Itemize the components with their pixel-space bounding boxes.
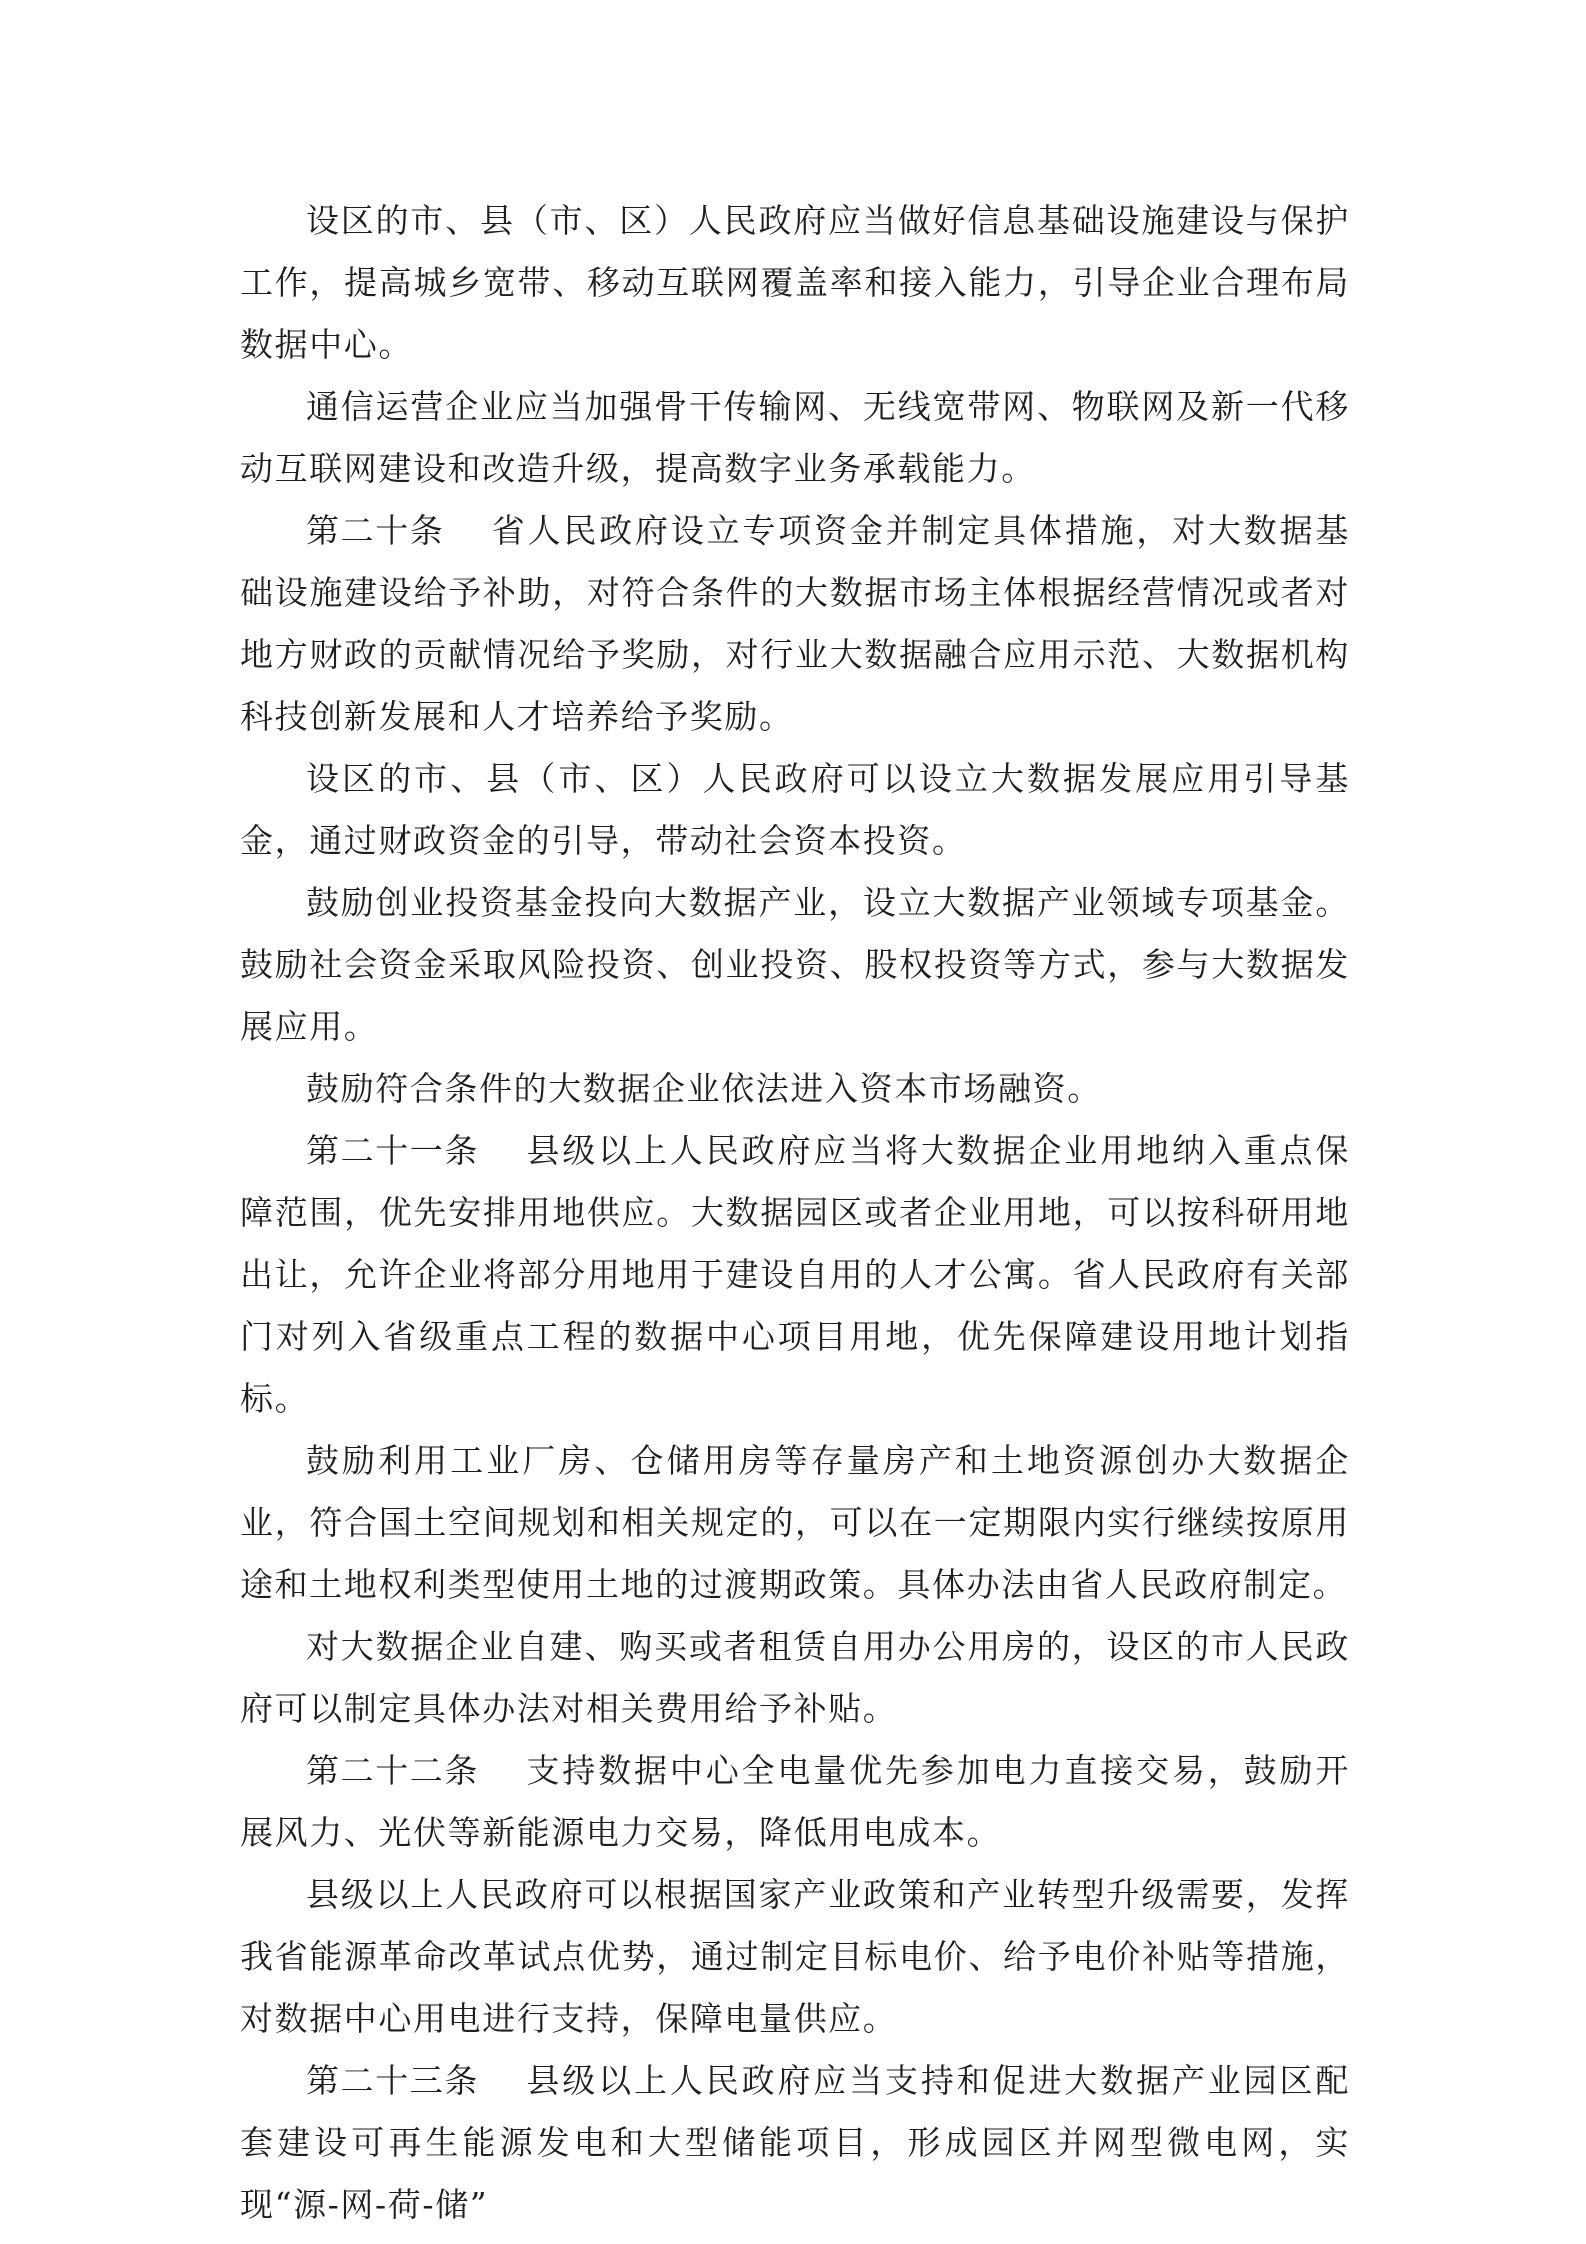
paragraph bbox=[240, 872, 1350, 1058]
article-number: 第二十三条 bbox=[306, 2061, 479, 2100]
paragraph-text: 设区的市、县（市、区）人民政府应当做好信息基础设施建设与保护工作，提高城乡宽带、移动互联网覆盖率和接入能力，引导企业合理布局数据中心。 bbox=[240, 201, 1350, 364]
paragraph bbox=[240, 1864, 1350, 2050]
paragraph-text: 县级以上人民政府应当将大数据企业用地纳入重点保障范围，优先安排用地供应。大数据园区或者企业用地，可以按科研用地出让，允许企业将部分用地用于建设自用的人才公寓。省人民政府有关部门对列入省级重点工程的数据中心项目用地，优先保障建设用地计划指标。 bbox=[240, 1131, 1350, 1418]
paragraph-text: 县级以上人民政府可以根据国家产业政策和产业转型升级需要，发挥我省能源革命改革试点优势，通过制定目标电价、给予电价补贴等措施，对数据中心用电进行支持，保障电量供应。 bbox=[240, 1875, 1350, 2038]
article-number: 第二十一条 bbox=[306, 1131, 479, 1170]
paragraph bbox=[240, 376, 1350, 500]
paragraph-text: 省人民政府设立专项资金并制定具体措施，对大数据基础设施建设给予补助，对符合条件的大数据市场主体根据经营情况或者对地方财政的贡献情况给予奖励，对行业大数据融合应用示范、大数据机构科技创新发展和人才培养给予奖励。 bbox=[240, 511, 1350, 736]
paragraph-text: 支持数据中心全电量优先参加电力直接交易，鼓励开展风力、光伏等新能源电力交易，降低用电成本。 bbox=[240, 1751, 1350, 1852]
document-body bbox=[240, 190, 1350, 2236]
paragraph-text: 鼓励符合条件的大数据企业依法进入资本市场融资。 bbox=[306, 1069, 1102, 1108]
paragraph-text: 设区的市、县（市、区）人民政府可以设立大数据发展应用引导基金，通过财政资金的引导，带动社会资本投资。 bbox=[240, 759, 1350, 860]
article-number: 第二十条 bbox=[306, 511, 445, 550]
paragraph bbox=[240, 500, 1350, 748]
paragraph-text: 通信运营企业应当加强骨干传输网、无线宽带网、物联网及新一代移动互联网建设和改造升级，提高数字业务承载能力。 bbox=[240, 387, 1350, 488]
paragraph-text: 鼓励创业投资基金投向大数据产业，设立大数据产业领域专项基金。鼓励社会资金采取风险投资、创业投资、股权投资等方式，参与大数据发展应用。 bbox=[240, 883, 1350, 1046]
paragraph-text: 鼓励利用工业厂房、仓储用房等存量房产和土地资源创办大数据企业，符合国土空间规划和相关规定的，可以在一定期限内实行继续按原用途和土地权利类型使用土地的过渡期政策。具体办法由省人民政府制定。 bbox=[240, 1441, 1350, 1604]
paragraph bbox=[240, 1120, 1350, 1430]
paragraph bbox=[240, 1740, 1350, 1864]
paragraph bbox=[240, 1616, 1350, 1740]
paragraph-text: 县级以上人民政府应当支持和促进大数据产业园区配套建设可再生能源发电和大型储能项目，形成园区并网型微电网，实现“源-网-荷-储” bbox=[240, 2061, 1350, 2224]
paragraph bbox=[240, 1058, 1350, 1120]
paragraph bbox=[240, 190, 1350, 376]
paragraph bbox=[240, 1430, 1350, 1616]
paragraph bbox=[240, 748, 1350, 872]
paragraph-text: 对大数据企业自建、购买或者租赁自用办公用房的，设区的市人民政府可以制定具体办法对相关费用给予补贴。 bbox=[240, 1627, 1350, 1728]
paragraph bbox=[240, 2050, 1350, 2236]
article-number: 第二十二条 bbox=[306, 1751, 479, 1790]
